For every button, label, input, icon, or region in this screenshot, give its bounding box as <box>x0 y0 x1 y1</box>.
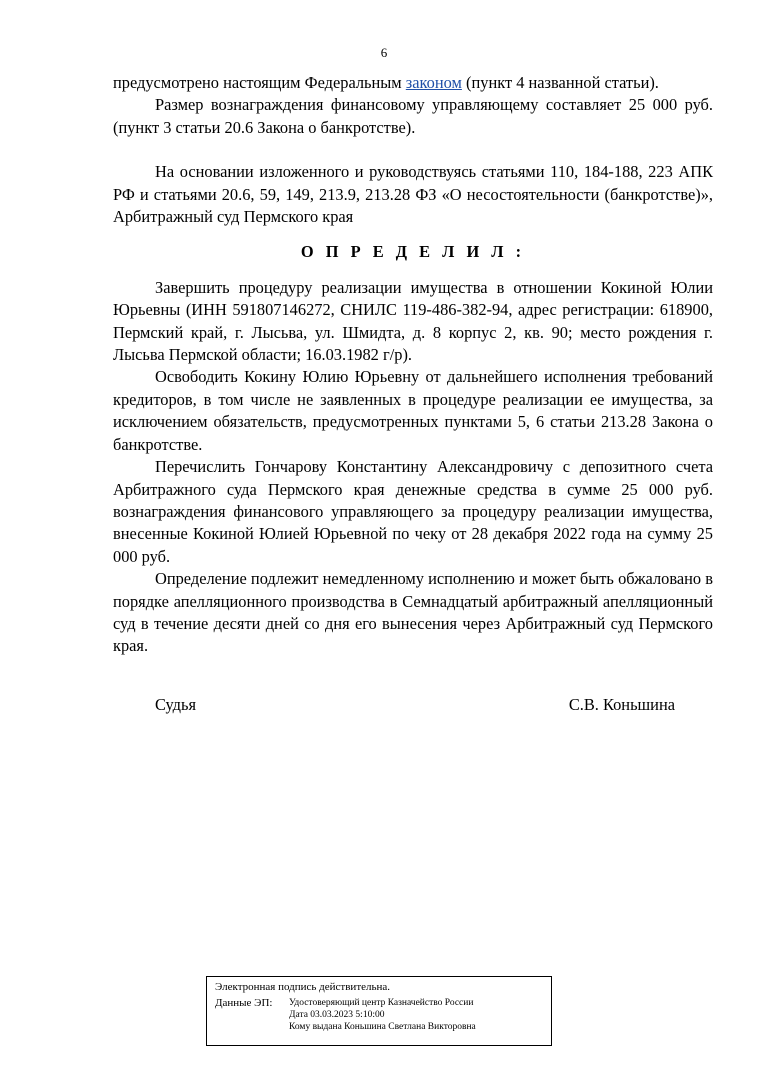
law-link[interactable]: законом <box>405 73 462 92</box>
paragraph-remuneration: Размер вознаграждения финансовому управляющему составляет 25 000 руб. (пункт 3 статьи 20.6 Закона о банкротстве). <box>113 95 713 137</box>
ep-center: Удостоверяющий центр Казначейство России <box>289 998 474 1008</box>
ep-details <box>289 997 476 1033</box>
paragraph-text: (пункт 4 названной статьи). <box>466 73 659 92</box>
judge-title: Судья <box>155 695 197 714</box>
ep-label: Данные ЭП: <box>215 997 273 1009</box>
document-body <box>113 72 713 658</box>
paragraph-release: Освободить Кокину Юлию Юрьевну от дальнейшего исполнения требований кредиторов, в том числе не заявленных в процедуре реализации ее имущества, за исключением обязательств, предусмотренных пунктами 5, 6 статьи 213.28 Закона о банкротстве. <box>113 367 713 454</box>
paragraph-transfer: Перечислить Гончарову Константину Александровичу с депозитного счета Арбитражного суда Пермского края денежные средства в сумме 25 000 руб. вознаграждения финансового управляющего за процедуру реализации имущества, внесенные Кокиной Юлией Юрьевной по чеку от 28 декабря 2022 года на сумму 25 000 руб. <box>113 457 713 566</box>
ruling-heading: О П Р Е Д Е Л И Л : <box>300 242 526 262</box>
judge-name: С.В. Коньшина <box>568 695 675 714</box>
electronic-signature-stamp <box>206 976 552 1046</box>
paragraph-continuation <box>113 72 713 94</box>
page-number: 6 <box>380 45 388 60</box>
ep-date: Дата 03.03.2023 5:10:00 <box>289 1010 385 1020</box>
ep-valid-text: Электронная подпись действительна. <box>215 981 391 993</box>
paragraph-grounds: На основании изложенного и руководствуясь статьями 110, 184-188, 223 АПК РФ и статьями 20.6, 59, 149, 213.9, 213.28 ФЗ «О несостоятельности (банкротстве)», Арбитражный суд Пермского края <box>113 162 713 227</box>
ep-data-row <box>215 997 543 1033</box>
paragraph-text: предусмотрено настоящим Федеральным <box>113 73 402 92</box>
paragraph-appeal: Определение подлежит немедленному исполнению и может быть обжаловано в порядке апелляционного производства в Семнадцатый арбитражный апелляционный суд в течение десяти дней со дня его вынесения через Арбитражный суд Пермского края. <box>113 569 713 656</box>
signature-row <box>155 695 675 715</box>
paragraph-complete-procedure: Завершить процедуру реализации имущества в отношении Кокиной Юлии Юрьевны (ИНН 591807146272, СНИЛС 119-486-382-94, адрес регистрации: 618900, Пермский край, г. Лысьва, ул. Шмидта, д. 8 корпус 2, кв. 90; место рождения г. Лысьва Пермской области; 16.03.1982 г/р). <box>113 277 713 365</box>
spacer <box>113 139 713 161</box>
ep-issued-to: Кому выдана Коньшина Светлана Викторовна <box>289 1022 476 1032</box>
